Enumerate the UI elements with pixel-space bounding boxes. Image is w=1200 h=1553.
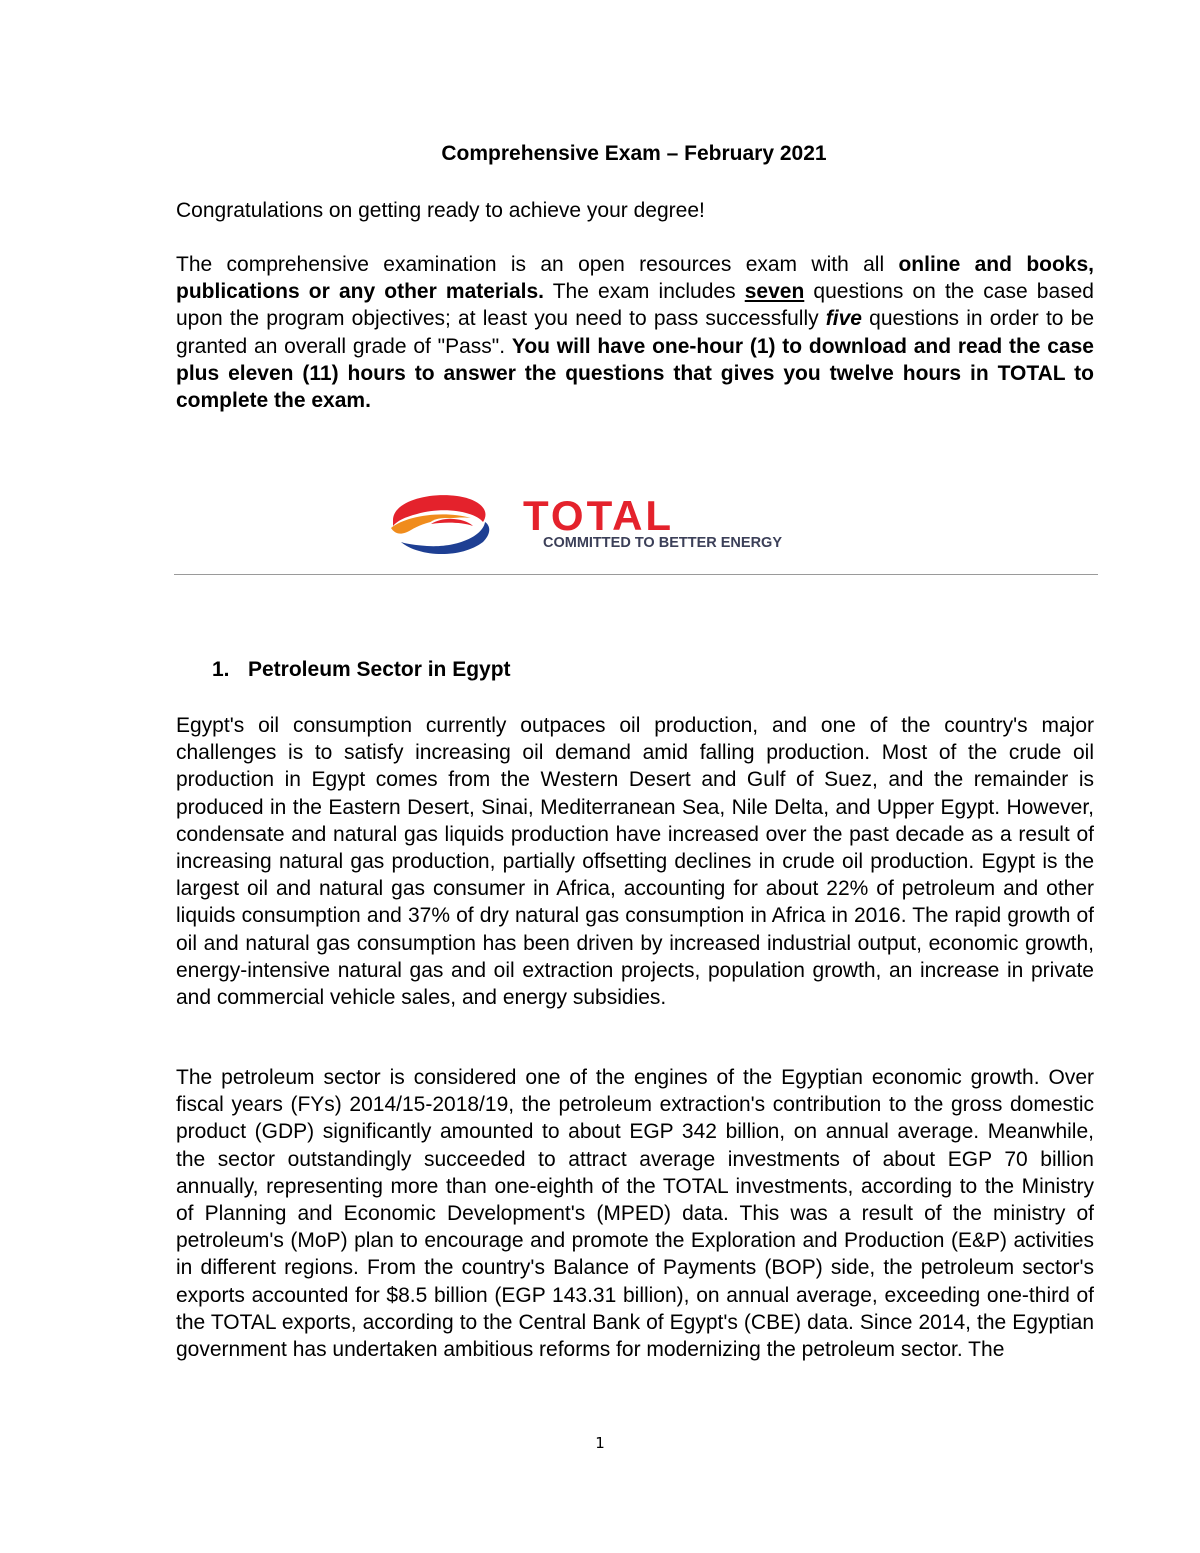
total-emblem-icon [391, 495, 489, 557]
page-number: 1 [595, 1434, 605, 1452]
intro-underline-seven: seven [744, 280, 805, 304]
logo-tagline-text: COMMITTED TO BETTER ENERGY [543, 535, 782, 551]
intro-italic-five: five [825, 307, 862, 331]
logo-brand-text: TOTAL [523, 492, 675, 539]
body-paragraph-2: The petroleum sector is considered one of the engines of the Egyptian economic growth. Over fiscal years (FYs) 2014/15-2018/19, the petroleum extraction's contribution to the gross domestic product (GDP) significantly amounted to about EGP 342 billion, on annual average. Meanwhile, the sector outstandingly succeeded to attract average investments of about EGP 70 billion annually, representing more than one-eighth of the TOTAL investments, according to the Ministry of Planning and Economic Development's (MPED) data. This was a result of the ministry of petroleum's (MoP) plan to encourage and promote the Exploration and Production (E&P) activities in different regions. From the country's Balance of Payments (BOP) side, the petroleum sector's exports accounted for $8.5 billion (EGP 143.31 billion), on annual average, exceeding one-third of the TOTAL exports, according to the Central Bank of Egypt's (CBE) data. Since 2014, the Egyptian government has undertaken ambitious reforms for modernizing the petroleum sector. The [176, 1066, 1094, 1362]
document-title: Comprehensive Exam – February 2021 [441, 142, 827, 165]
intro-bold-materials: online and books, publications or any other materials. [176, 253, 1094, 304]
intro-bold-duration: You will have one-hour (1) to download and read the case plus eleven (11) hours to answer the questions that gives you twelve hours in TOTAL to complete the exam. [176, 334, 1094, 413]
intro-paragraph [176, 251, 1094, 414]
total-logo [387, 490, 887, 562]
intro-text-2: The exam includes [543, 280, 745, 304]
intro-text-1: The comprehensive examination is an open resources exam with all [176, 253, 899, 276]
intro-text-4: questions in order to be granted an overall grade of "Pass". [176, 307, 1095, 358]
intro-text-3: questions on the case based upon the program objectives; at least you need to pass successfully [176, 280, 1094, 331]
body-paragraph-1: Egypt's oil consumption currently outpaces oil production, and one of the country's major challenges is to satisfy increasing oil demand amid falling production. Most of the crude oil production in Egypt comes from the Western Desert and Gulf of Suez, and the remainder is produced in the Eastern Desert, Sinai, Mediterranean Sea, Nile Delta, and Upper Egypt. However, condensate and natural gas liquids production have increased over the past decade as a result of increasing natural gas production, partially offsetting declines in crude oil production. Egypt is the largest oil and natural gas consumer in Africa, accounting for about 22% of petroleum and other liquids consumption and 37% of dry natural gas consumption in Africa in 2016. The rapid growth of oil and natural gas consumption has been driven by increased industrial output, economic growth, energy-intensive natural gas and oil extraction projects, population growth, an increase in private and commercial vehicle sales, and energy subsidies. [176, 714, 1094, 1010]
section-title: Petroleum Sector in Egypt [248, 658, 511, 681]
section-number: 1. [212, 658, 230, 681]
section-heading [212, 658, 511, 682]
horizontal-divider [174, 574, 1098, 575]
greeting-text: Congratulations on getting ready to achieve your degree! [176, 199, 705, 222]
